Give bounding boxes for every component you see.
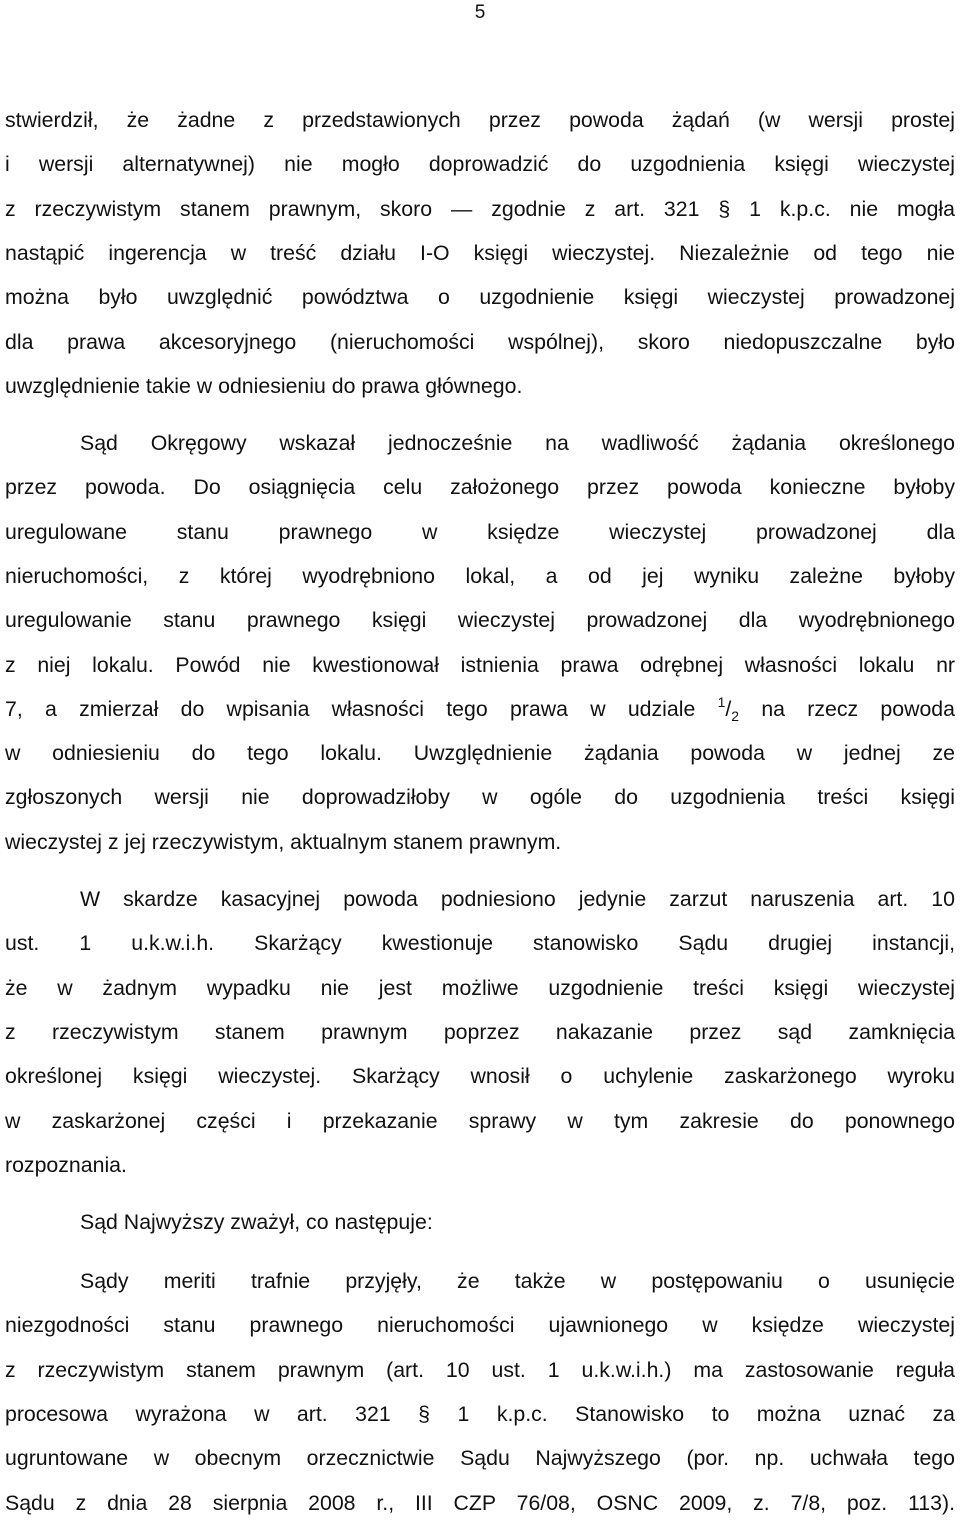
text-line: można było uwzględnić powództwa o uzgodnienie księgi wieczystej prowadzonej — [5, 285, 955, 310]
text-line: w odniesieniu do tego lokalu. Uwzględnienie żądania powoda w jednej ze — [5, 741, 955, 766]
text-line: ugruntowane w obecnym orzecznictwie Sądu Najwyższego (por. np. uchwała tego — [5, 1446, 955, 1471]
text-line: stwierdził, że żadne z przedstawionych przez powoda żądań (w wersji prostej — [5, 108, 955, 132]
fraction-slash: / — [725, 696, 732, 721]
text-line: nieruchomości, z której wyodrębniono lokal, a od jej wyniku zależne byłoby — [5, 563, 955, 588]
text-line: i wersji alternatywnej) nie mogło doprowadzić do uzgodnienia księgi wieczystej — [5, 152, 955, 177]
text-line: niezgodności stanu prawnego nieruchomości ujawnionego w księdze wieczystej — [5, 1313, 955, 1338]
fraction-line-before: 7, a zmierzał do wpisania własności tego prawa w udziale — [5, 696, 718, 721]
text-line: Sąd Okręgowy wskazał jednocześnie na wadliwość żądania określonego — [80, 431, 955, 455]
text-line: że w żadnym wypadku nie jest możliwe uzgodnienie treści księgi wieczystej — [5, 975, 955, 1000]
text-line: uwzględnienie takie w odniesieniu do prawa głównego. — [5, 373, 523, 398]
text-line: rozpoznania. — [5, 1152, 127, 1177]
text-line: nastąpić ingerencja w treść działu I-O księgi wieczystej. Niezależnie od tego nie — [5, 240, 955, 265]
text-line: Sądy meriti trafnie przyjęły, że także w postępowaniu o usunięcie — [80, 1269, 955, 1293]
page-number: 5 — [474, 2, 486, 23]
text-line: wieczystej z jej rzeczywistym, aktualnym stanem prawnym. — [5, 829, 562, 854]
text-line: w zaskarżonej części i przekazanie sprawy w tym zakresie do ponownego — [5, 1108, 955, 1133]
text-line: uregulowanie stanu prawnego księgi wieczystej prowadzonej dla wyodrębnionego — [5, 608, 955, 633]
text-line: z niej lokalu. Powód nie kwestionował istnienia prawa odrębnej własności lokalu nr — [5, 652, 955, 677]
text-line: przez powoda. Do osiągnięcia celu założonego przez powoda konieczne byłoby — [5, 475, 955, 500]
fraction-numerator: 1 — [717, 693, 726, 710]
text-line: Sądu z dnia 28 sierpnia 2008 r., III CZP 76/08, OSNC 2009, z. 7/8, poz. 113). — [5, 1490, 955, 1515]
text-line: z rzeczywistym stanem prawnym poprzez nakazanie przez sąd zamknięcia — [5, 1019, 955, 1044]
text-line: z rzeczywistym stanem prawnym, skoro — zgodnie z art. 321 § 1 k.p.c. nie mogła — [5, 196, 955, 221]
text-line: zgłoszonych wersji nie doprowadziłoby w ogóle do uzgodnienia treści księgi — [5, 785, 955, 810]
text-line: dla prawa akcesoryjnego (nieruchomości wspólnej), skoro niedopuszczalne było — [5, 329, 955, 354]
text-line: określonej księgi wieczystej. Skarżący wnosił o uchylenie zaskarżonego wyroku — [5, 1064, 955, 1089]
fraction-denominator: 2 — [731, 707, 740, 724]
text-line: procesowa wyrażona w art. 321 § 1 k.p.c. Stanowisko to można uznać za — [5, 1401, 955, 1426]
fraction-line-after: na rzecz powoda — [739, 696, 955, 721]
fraction-line — [5, 687, 955, 733]
text-line: uregulowane stanu prawnego w księdze wieczystej prowadzonej dla — [5, 519, 955, 544]
text-line: z rzeczywistym stanem prawnym (art. 10 ust. 1 u.k.w.i.h.) ma zastosowanie reguła — [5, 1357, 955, 1382]
text-line: W skardze kasacyjnej powoda podniesiono jedynie zarzut naruszenia art. 10 — [80, 887, 955, 911]
section-heading: Sąd Najwyższy zważył, co następuje: — [80, 1210, 433, 1234]
text-line: ust. 1 u.k.w.i.h. Skarżący kwestionuje stanowisko Sądu drugiej instancji, — [5, 931, 955, 956]
